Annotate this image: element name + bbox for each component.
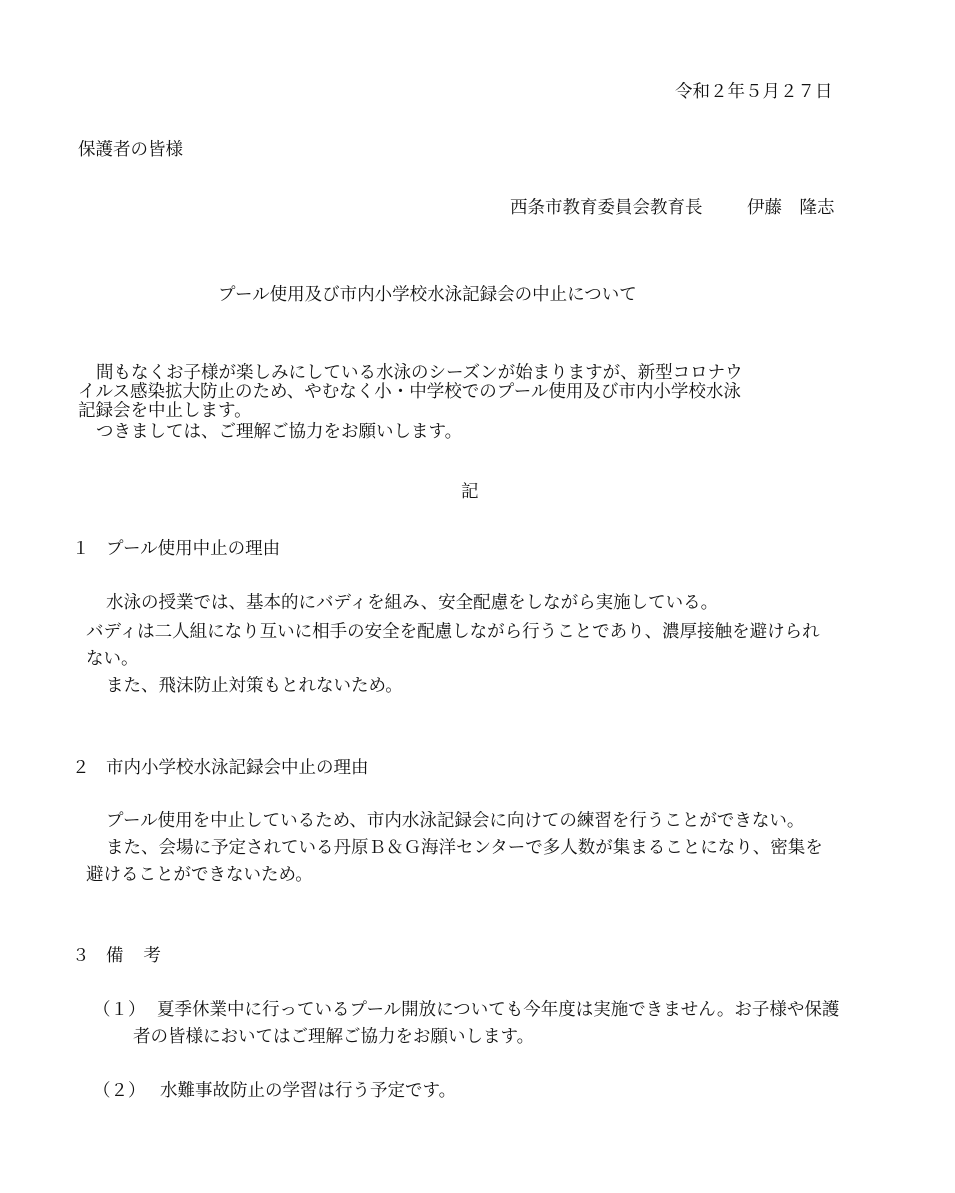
note-2-label: （２） bbox=[93, 1081, 146, 1101]
ki-heading: 記 bbox=[461, 482, 479, 502]
section-2-number: ２ bbox=[72, 758, 90, 778]
section-1-line-3: ない。 bbox=[86, 649, 139, 669]
note-2-line-1: 水難事故防止の学習は行う予定です。 bbox=[160, 1081, 457, 1101]
date: 令和２年５月２７日 bbox=[675, 82, 833, 102]
section-1-heading: プール使用中止の理由 bbox=[106, 539, 281, 559]
section-1-line-1: 水泳の授業では、基本的にバディを組み、安全配慮をしながら実施している。 bbox=[106, 593, 719, 613]
intro-line-4: つきましては、ご理解ご協力をお願いします。 bbox=[96, 422, 463, 442]
recipient: 保護者の皆様 bbox=[78, 140, 183, 160]
intro-line-3: 記録会を中止します。 bbox=[78, 401, 252, 421]
note-1-line-1: 夏季休業中に行っているプール開放についても今年度は実施できません。お子様や保護 bbox=[157, 1000, 840, 1020]
intro-line-1: 間もなくお子様が楽しみにしている水泳のシーズンが始まりますが、新型コロナウ bbox=[96, 363, 743, 383]
document-title: プール使用及び市内小学校水泳記録会の中止について bbox=[218, 285, 637, 305]
section-2-line-1: プール使用を中止しているため、市内水泳記録会に向けての練習を行うことができない。 bbox=[106, 811, 805, 831]
sender-org: 西条市教育委員会教育長 bbox=[510, 198, 703, 218]
section-2-heading: 市内小学校水泳記録会中止の理由 bbox=[106, 758, 369, 778]
note-1-line-2: 者の皆様においてはご理解ご協力をお願いします。 bbox=[133, 1027, 535, 1047]
section-1-line-4: また、飛沫防止対策もとれないため。 bbox=[106, 676, 403, 696]
note-1-label: （１） bbox=[93, 1000, 146, 1020]
section-1-line-2: バディは二人組になり互いに相手の安全を配慮しながら行うことであり、濃厚接触を避けられ bbox=[86, 622, 820, 642]
section-1-number: １ bbox=[72, 539, 90, 559]
section-3-heading: 備 考 bbox=[106, 946, 163, 966]
section-2-line-3: 避けることができないため。 bbox=[86, 865, 313, 885]
section-3-number: ３ bbox=[72, 946, 90, 966]
intro-line-2: イルス感染拡大防止のため、やむなく小・中学校でのプール使用及び市内小学校水泳 bbox=[78, 382, 741, 402]
section-2-line-2: また、会場に予定されている丹原Ｂ＆Ｇ海洋センターで多人数が集まることになり、密集を bbox=[106, 838, 823, 858]
sender-name: 伊藤 隆志 bbox=[747, 198, 835, 218]
